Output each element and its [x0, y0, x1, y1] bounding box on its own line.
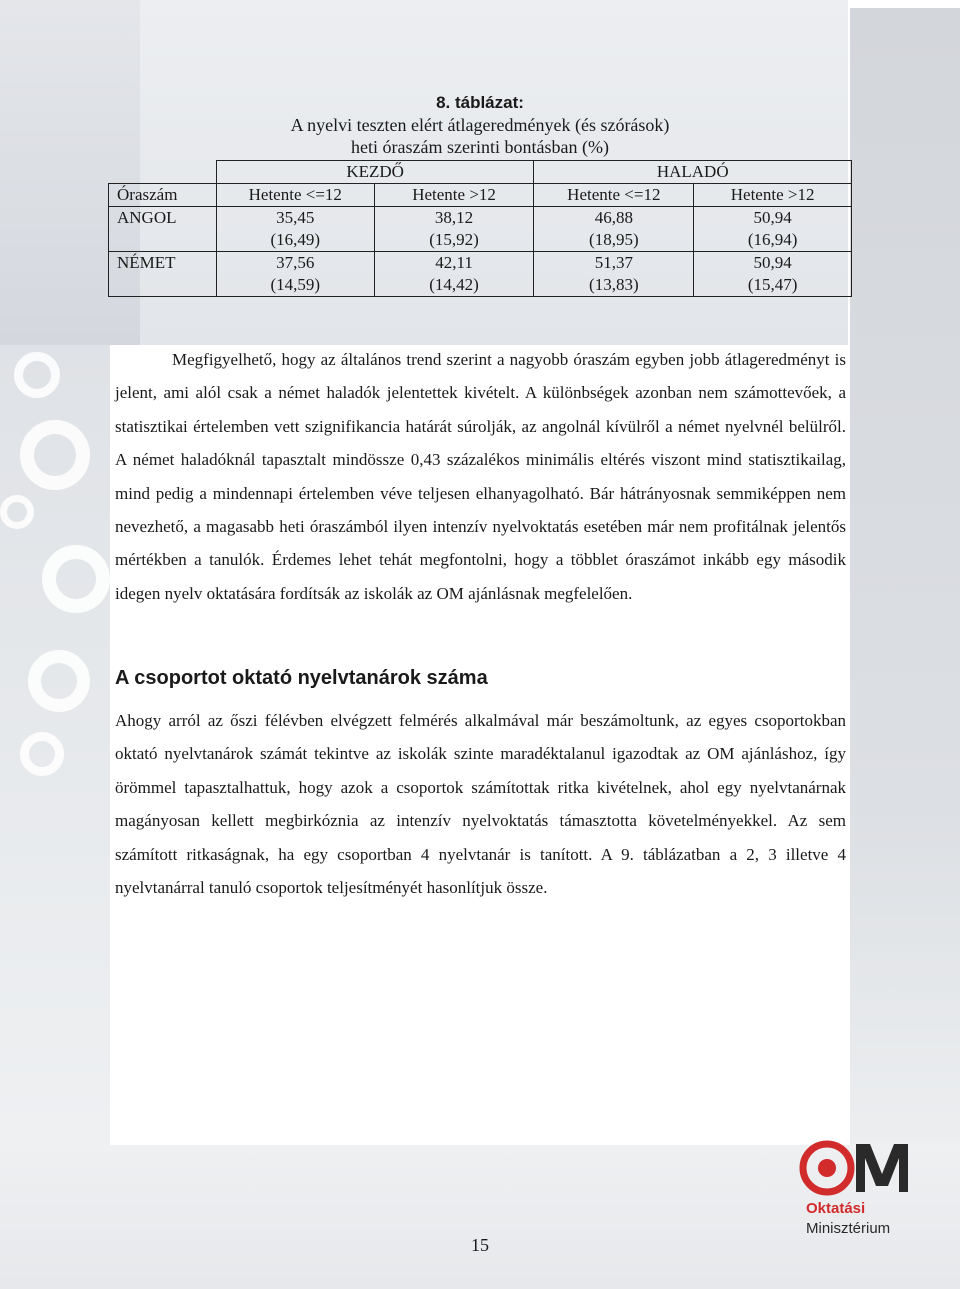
- cell-mean: 51,37: [594, 253, 633, 272]
- row-label-german: NÉMET: [109, 252, 217, 297]
- cell-sd: (15,92): [429, 230, 479, 249]
- column-header-hours: Óraszám: [109, 184, 217, 207]
- paragraph-1: Megfigyelhető, hogy az általános trend szerint a nagyobb óraszám egyben jobb átlageredményt is jelent, ami alól csak a német haladók jelentettek kivételt. A különbségek azonban nem számottevőek, a statisztikai értelemben vett szignifikancia határát súrolják, az angolnál kívülről a német nyelvnél belülről. A német haladóknál tapasztalt mindössze 0,43 százalékos minimális eltérés viszont mind statisztikailag, mind pedig a mindennapi értelemben véve teljesen elhanyagolható. Bár hátrányosnak semmiképpen nem nevezhető, a magasabb heti óraszámból ilyen intenzív nyelvoktatás esetében már nem profitálnak jelentős mértékben a tanulók. Érdemes lehet tehát megfontolni, hogy a többlet óraszámot inkább egy második idegen nyelv oktatására fordítsák az iskolák az OM ajánlásnak megfelelően.: [115, 350, 846, 603]
- cell-sd: (14,42): [429, 275, 479, 294]
- page-number: 15: [471, 1235, 489, 1255]
- column-header: Hetente >12: [694, 184, 852, 207]
- row-label-english: ANGOL: [109, 207, 217, 252]
- table-title-line1: A nyelvi teszten elért átlageredmények (és szórások): [290, 115, 670, 135]
- table-title-line2: heti óraszám szerinti bontásban (%): [351, 137, 609, 157]
- column-header: Hetente >12: [374, 184, 534, 207]
- logo-text-miniszterium: Minisztérium: [806, 1220, 891, 1237]
- cell-sd: (16,94): [747, 230, 798, 249]
- cell-sd: (16,49): [270, 230, 321, 249]
- cell-mean: 42,11: [435, 253, 473, 272]
- column-header: Hetente <=12: [534, 184, 694, 207]
- cell-sd: (13,83): [589, 275, 639, 294]
- section-heading: A csoportot oktató nyelvtanárok száma: [115, 667, 488, 689]
- table-cell: [374, 207, 534, 252]
- table-group-row: [109, 161, 852, 184]
- table-cell: [216, 252, 374, 297]
- cell-sd: (14,59): [270, 275, 321, 294]
- table-number: 8. táblázat:: [436, 93, 524, 112]
- table-cell: [534, 252, 694, 297]
- cell-mean: 50,94: [753, 253, 792, 272]
- table-column-header-row: [109, 184, 852, 207]
- table-row: [109, 207, 852, 252]
- table-caption: [110, 92, 850, 158]
- table-cell: [216, 207, 374, 252]
- cell-mean: 50,94: [753, 208, 792, 227]
- table-cell: [534, 207, 694, 252]
- group-header-beginner: KEZDŐ: [216, 161, 534, 184]
- column-header: Hetente <=12: [216, 184, 374, 207]
- table-cell: [694, 207, 852, 252]
- cell-sd: (15,47): [747, 275, 798, 294]
- cell-mean: 37,56: [276, 253, 315, 272]
- cell-mean: 38,12: [434, 208, 474, 227]
- table-row: [109, 252, 852, 297]
- table-cell: [374, 252, 534, 297]
- cell-mean: 46,88: [594, 208, 633, 227]
- table-empty-corner: [109, 161, 217, 184]
- logo-text-oktatasi: Oktatási: [806, 1200, 866, 1217]
- paragraph-2: Ahogy arról az őszi félévben elvégzett felmérés alkalmával már beszámoltunk, az egyes csoportokban oktató nyelvtanárok számát tekintve az iskolák szinte maradéktalanul igazodtak az OM ajánláshoz, így örömmel tapasztalhattuk, hogy azok a csoportok számítottak ritka kivételnek, ahol egy nyelvtanárnak magányosan kellett megbirkóznia az intenzív nyelvoktatás támasztotta követelményekkel. Az sem számított ritkaságnak, ha egy csoportban 4 nyelvtanár is tanított. A 9. táblázatban a 2, 3 illetve 4 nyelvtanárral tanuló csoportok teljesítményét hasonlítjuk össze.: [115, 711, 846, 898]
- table-cell: [694, 252, 852, 297]
- group-header-advanced: HALADÓ: [534, 161, 852, 184]
- cell-sd: (18,95): [589, 230, 639, 249]
- results-table: [108, 160, 852, 297]
- cell-mean: 35,45: [276, 208, 315, 227]
